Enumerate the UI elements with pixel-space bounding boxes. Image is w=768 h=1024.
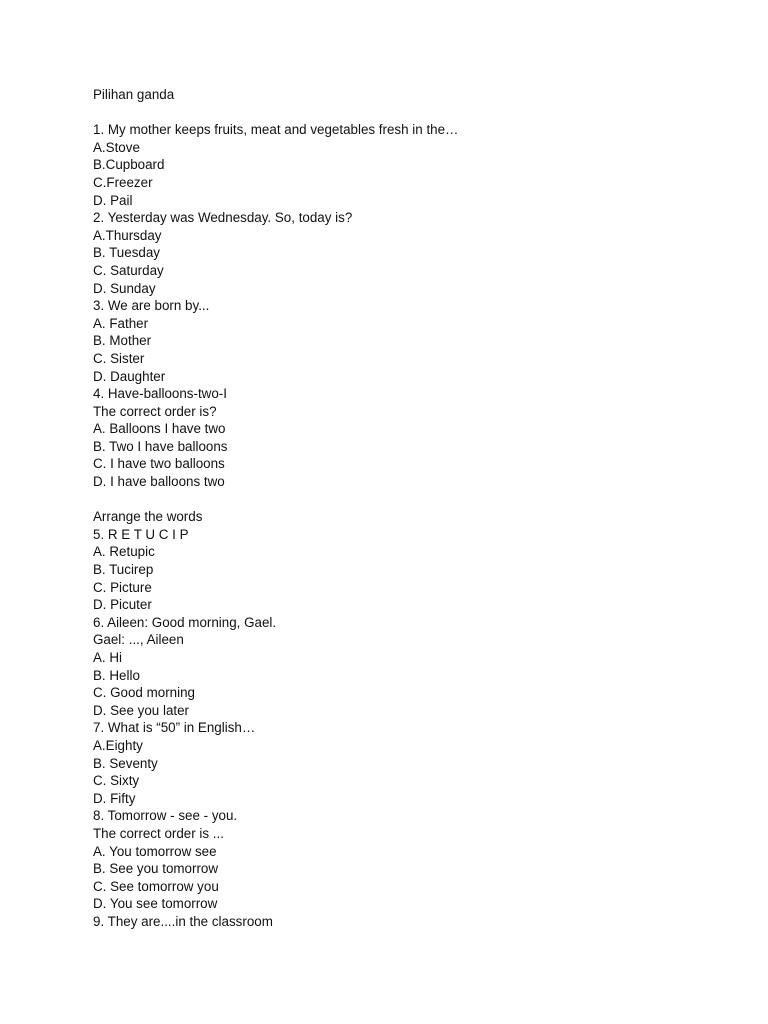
text-line: D. Pail <box>93 192 133 208</box>
text-line: 4. Have-balloons-two-I <box>93 386 227 402</box>
text-line: D. Picuter <box>93 597 152 613</box>
text-line: 6. Aileen: Good morning, Gael. <box>93 614 277 630</box>
text-line: D. You see tomorrow <box>93 896 218 912</box>
text-line: The correct order is? <box>93 403 217 419</box>
text-line: 3. We are born by... <box>93 298 210 314</box>
text-line: Arrange the words <box>93 509 203 525</box>
section-part2 <box>93 508 733 930</box>
text-line: B. See you tomorrow <box>93 861 219 877</box>
text-line: A. Retupic <box>93 544 155 560</box>
text-line: A.Eighty <box>93 737 143 753</box>
text-line: A.Stove <box>93 139 140 155</box>
text-line: B. Two I have balloons <box>93 438 228 454</box>
text-line: C. Sister <box>93 350 145 366</box>
text-line: D. Sunday <box>93 280 156 296</box>
text-line: D. I have balloons two <box>93 474 225 490</box>
document-body <box>93 86 733 931</box>
section-part1 <box>93 121 733 490</box>
text-line: A.Thursday <box>93 227 162 243</box>
text-line: C.Freezer <box>93 174 153 190</box>
text-line: B. Mother <box>93 333 152 349</box>
text-line: 8. Tomorrow - see - you. <box>93 808 238 824</box>
text-line: 2. Yesterday was Wednesday. So, today is? <box>93 210 353 226</box>
text-line: C. Sixty <box>93 773 140 789</box>
text-line: C. See tomorrow you <box>93 878 219 894</box>
text-line: B. Hello <box>93 667 140 683</box>
text-line: B.Cupboard <box>93 157 165 173</box>
blank-line <box>93 491 733 509</box>
text-line: A. Hi <box>93 650 123 665</box>
text-line: Gael: ..., Aileen <box>93 632 184 648</box>
text-line: A. Balloons I have two <box>93 421 226 437</box>
document-heading: Pilihan ganda <box>93 87 175 102</box>
text-line: 5. R E T U C I P <box>93 526 189 542</box>
text-line: A. You tomorrow see <box>93 843 217 859</box>
text-line: A. Father <box>93 315 149 331</box>
text-line: D. Fifty <box>93 790 136 806</box>
blank-line <box>93 104 733 122</box>
text-line: The correct order is ... <box>93 825 224 841</box>
text-line: 7. What is “50” in English… <box>93 720 256 736</box>
text-line: 1. My mother keeps fruits, meat and vegetables fresh in the… <box>93 122 459 138</box>
text-line: D. Daughter <box>93 368 166 384</box>
text-line: C. I have two balloons <box>93 456 225 472</box>
text-line: B. Tucirep <box>93 562 154 578</box>
text-line: 9. They are....in the classroom <box>93 913 273 929</box>
text-line: C. Saturday <box>93 262 164 278</box>
text-line: B. Tuesday <box>93 245 160 261</box>
text-line: D. See you later <box>93 702 190 718</box>
text-line: B. Seventy <box>93 755 158 771</box>
text-line: C. Good morning <box>93 685 195 701</box>
text-line: C. Picture <box>93 579 152 595</box>
